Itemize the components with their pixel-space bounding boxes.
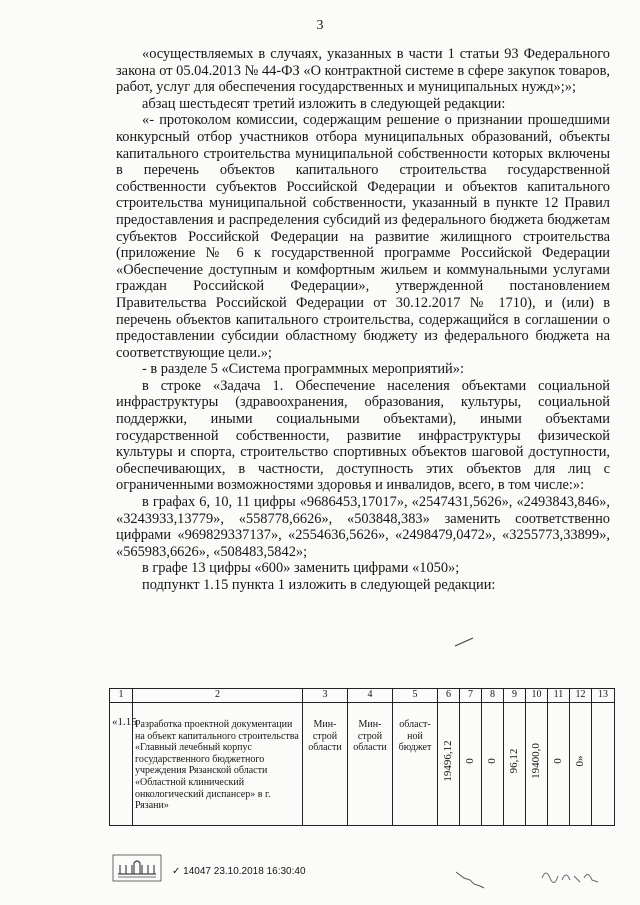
cell-col6 (438, 703, 460, 826)
page-number: 3 (316, 18, 324, 33)
paragraph: в строке «Задача 1. Обеспечение населения объектами социальной инфраструктуры (здравоохранения, образования, культуры, социальной поддержки, иными социальными объектами), иными объектами государственной собственности, развитие инфраструктуры физической культуры и спорта, строительство спортивных объектов шаговой доступности, обеспечивающих, в частности, доступность этих объектов для лиц с ограниченными возможностями здоровья и инвалидов, всего, в том числе:»: (116, 377, 610, 494)
cell-item-number: «1.15 (110, 703, 133, 826)
paragraph: в графе 13 цифры «600» заменить цифрами «1050»; (142, 560, 460, 577)
cell-col11 (548, 703, 570, 826)
paragraph: подпункт 1.15 пункта 1 изложить в следующей редакции: (142, 577, 496, 593)
cell-col6-value: 19496,12 (441, 740, 454, 782)
cell-col7-value: 0 (463, 758, 476, 764)
column-header: 9 (504, 689, 526, 703)
cell-col8 (482, 703, 504, 826)
cell-col13 (592, 703, 615, 826)
signature-mark (454, 866, 494, 890)
cell-col12-value: 0» (573, 755, 586, 767)
document-body (116, 46, 610, 595)
initials-mark (540, 864, 602, 888)
paragraph: - в разделе 5 «Система программных мероприятий»: (142, 361, 464, 378)
column-header: 1 (110, 689, 133, 703)
column-header: 6 (438, 689, 460, 703)
column-header: 8 (482, 689, 504, 703)
cell-customer: Мин-строй области (348, 703, 393, 826)
cell-col7 (460, 703, 482, 826)
cell-col11-value: 0 (551, 758, 564, 764)
cell-col8-value: 0 (485, 758, 498, 764)
column-header: 3 (303, 689, 348, 703)
column-header: 10 (526, 689, 548, 703)
cell-col10 (526, 703, 548, 826)
cell-measure-name: Разработка проектной документации на объект капитального строительства «Главный лечебный корпус государственного бюджетного учреждения Рязанской области «Областной клинический онкологический диспансер» в г. Рязани» (133, 703, 303, 826)
cell-funding-source: област-ной бюджет (393, 703, 438, 826)
paragraph: в графах 6, 10, 11 цифры «9686453,17017», «2547431,5626», «2493843,846», «3243933,13779», «558778,6626», «503848,383» заменить соответственно цифрами «969829337137», «2554636,5626», «2498479,0472», «3255773,33899», «565983,6626», «508483,5842»; (116, 494, 610, 560)
measures-table (109, 688, 615, 826)
registration-text: 14047 23.10.2018 16:30:40 (183, 866, 306, 877)
cell-col9 (504, 703, 526, 826)
column-header: 2 (133, 689, 303, 703)
registration-number (172, 866, 306, 877)
column-header: 13 (592, 689, 615, 703)
column-header: 5 (393, 689, 438, 703)
column-header: 4 (348, 689, 393, 703)
cell-executor: Мин-строй области (303, 703, 348, 826)
table-header-row (110, 689, 615, 703)
cell-col12 (570, 703, 592, 826)
registry-stamp-logo (112, 854, 162, 882)
paragraph: абзац шестьдесят третий изложить в следующей редакции: (142, 95, 506, 112)
paragraph: «- протоколом комиссии, содержащим решение о признании прошедшими конкурсный отбор участников отбора муниципальных образований, объекты капитального строительства муниципальной собственности которых включены в перечень объектов капитального строительства государственной собственности субъектов Российской Федерации и объектов капитального строительства муниципальной собственности, указанный в пункте 12 Правил предоставления и распределения субсидий из федерального бюджета бюджетам субъектов Российской Федерации на развитие жилищного строительства (приложение № 6 к государственной программе Российской Федерации «Обеспечение доступным и комфортным жильем и коммунальными услугами граждан Российской Федерации», утвержденной постановлением Правительства Российской Федерации от 30.12.2017 № 1710), и (или) в перечень объектов капитального строительства, содержащийся в соглашении о предоставлении субсидии областному бюджету из федерального бюджета на соответствующие цели.»; (116, 112, 610, 361)
cell-col9-value: 96,12 (507, 748, 520, 774)
paragraph: «осуществляемых в случаях, указанных в части 1 статьи 93 Федерального закона от 05.04.2013 № 44-ФЗ «О контрактной системе в сфере закупок товаров, работ, услуг для обеспечения государственных и муниципальных нужд»;»; (116, 46, 610, 96)
table-row (110, 703, 615, 826)
column-header: 12 (570, 689, 592, 703)
correction-mark (453, 634, 477, 648)
pen-icon: ✓ (172, 866, 184, 877)
cell-col10-value: 19400,0 (529, 743, 542, 779)
column-header: 7 (460, 689, 482, 703)
column-header: 11 (548, 689, 570, 703)
